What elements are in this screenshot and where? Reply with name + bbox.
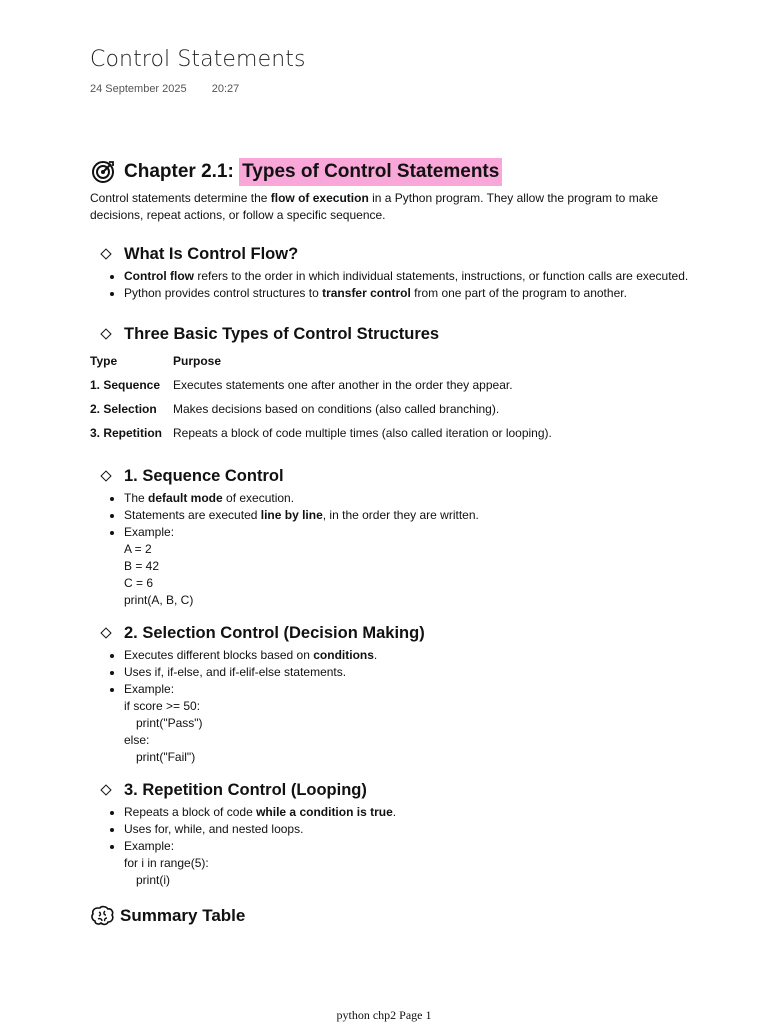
text-run: in a Python program. They allow the program to make decisions, repeat actions, or follow a specific sequence. [90,191,659,222]
page-content [90,150,690,929]
code-example [124,698,690,766]
table-row [90,398,560,422]
target-dart-icon [90,159,116,185]
table-header-type: Type [90,354,118,368]
text-run: Example: [124,839,175,853]
text-run: . [373,648,378,662]
diamond-bullet-icon [100,784,111,795]
list-item [124,490,690,507]
table-row [90,422,560,446]
chapter-prefix: Chapter 2.1: [124,161,240,182]
text-run: . [392,805,397,819]
code-line: A = 2 [124,542,152,556]
page-date: 24 September 2025 [90,83,187,95]
table-header-purpose: Purpose [173,354,222,368]
text-run: refers to the order in which individual statements, instructions, or function calls are executed. [193,269,689,283]
code-line: print("Fail") [136,750,196,764]
list-item [124,647,690,664]
list-item [124,838,690,889]
code-line: print(i) [136,873,171,887]
list-item [124,507,690,524]
page-title: Control Statements [90,47,306,72]
code-line: for i in range(5): [124,856,209,870]
code-line: C = 6 [124,576,154,590]
bold-text: while a condition is true [256,805,393,819]
table-cell-purpose: Makes decisions based on conditions (also called branching). [173,402,500,416]
sequence-list [90,490,690,609]
bold-text: flow of execution [270,191,369,205]
code-example [124,541,690,609]
types-table-header [90,350,560,374]
text-run: Uses for, while, and nested loops. [124,822,304,836]
types-table [90,350,560,446]
page-footer: python chp2 Page 1 [336,1008,432,1022]
section-heading-summary: Summary Table [90,903,690,929]
text-run: Python provides control structures to [124,286,323,300]
code-line: print("Pass") [136,716,203,730]
text-run: Control statements determine the [90,191,271,205]
page-meta [90,83,239,95]
diamond-bullet-icon [100,470,111,481]
chapter-intro [90,190,690,224]
text-run: Statements are executed [124,508,261,522]
chapter-heading [90,158,690,186]
text-run: Repeats a block of code [124,805,257,819]
section-heading-selection: 2. Selection Control (Decision Making) [90,621,690,645]
bold-text: Control flow [124,269,194,283]
list-item [124,524,690,609]
code-line: B = 42 [124,559,160,573]
list-item [124,804,690,821]
table-cell-type: 1. Sequence [90,378,161,392]
what-is-list [90,268,690,302]
brain-icon [90,903,116,929]
selection-list [90,647,690,766]
table-cell-purpose: Repeats a block of code multiple times (also called iteration or looping). [173,426,552,440]
text-run: from one part of the program to another. [410,286,627,300]
code-line: print(A, B, C) [124,593,194,607]
text-run: , in the order they are written. [322,508,479,522]
text-run: Uses if, if-else, and if-elif-else statements. [124,665,347,679]
repetition-list [90,804,690,889]
section-heading-what-is: What Is Control Flow? [90,242,690,266]
section-heading-sequence: 1. Sequence Control [90,464,690,488]
bold-text: line by line [260,508,323,522]
code-line: if score >= 50: [124,699,201,713]
section-heading-repetition: 3. Repetition Control (Looping) [90,778,690,802]
diamond-bullet-icon [100,248,111,259]
diamond-bullet-icon [100,627,111,638]
list-item [124,821,690,838]
code-example [124,855,690,889]
list-item [124,285,690,302]
table-cell-type: 2. Selection [90,402,157,416]
page-time: 20:27 [211,83,240,95]
text-run: Example: [124,682,175,696]
text-run: of execution. [222,491,295,505]
text-run: The [124,491,149,505]
text-run: Example: [124,525,175,539]
chapter-highlight: Types of Control Statements [239,158,502,186]
list-item [124,664,690,681]
text-run: Executes different blocks based on [124,648,314,662]
table-row [90,374,560,398]
diamond-bullet-icon [100,328,111,339]
bold-text: transfer control [322,286,411,300]
code-line: else: [124,733,150,747]
bold-text: default mode [148,491,223,505]
table-cell-purpose: Executes statements one after another in the order they appear. [173,378,513,392]
table-cell-type: 3. Repetition [90,426,163,440]
bold-text: conditions [313,648,374,662]
section-heading-three-types: Three Basic Types of Control Structures [90,322,690,346]
list-item [124,268,690,285]
list-item [124,681,690,766]
